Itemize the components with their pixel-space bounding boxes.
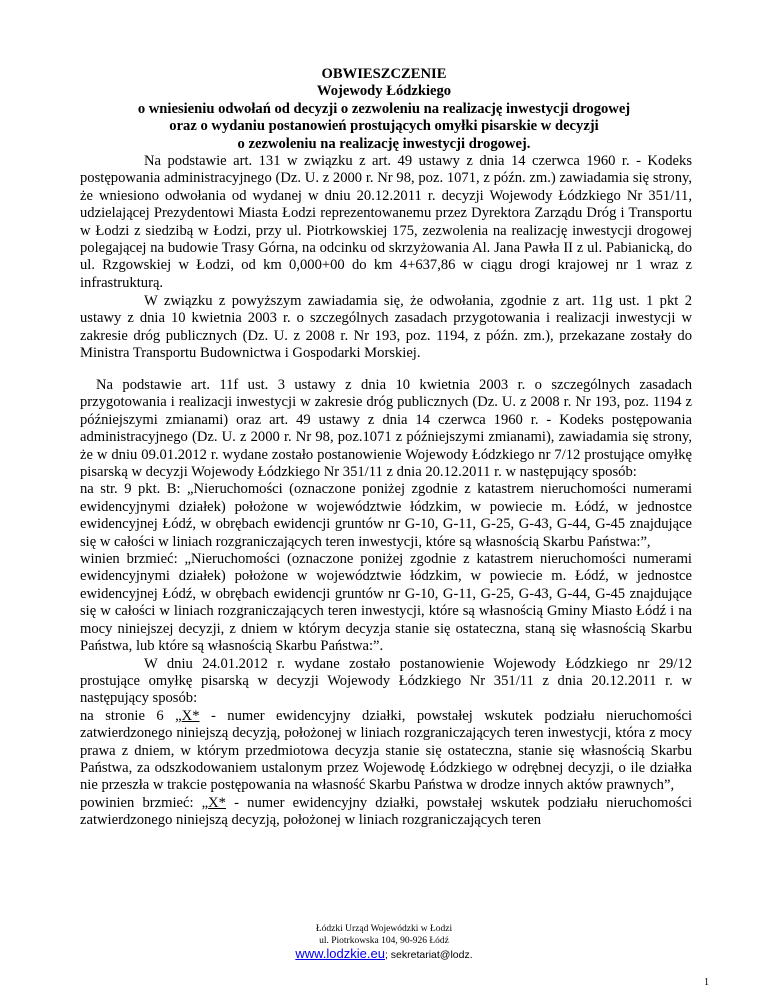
parcel-mark: X* [208,794,226,811]
header-title: OBWIESZCZENIE [321,66,447,82]
paragraph-correction-original: na str. 9 pkt. B: „Nieruchomości (oznaczone poniżej zgodnie z katastrem nieruchomości numerami ewidencyjnymi działek) położone w województwie łódzkim, w powiecie m. Łódź, w jednostce ewidencyjnej Łódź, w obrębach ewidencji gruntów nr G-10, G-11, G-25, G-43, G-44, G-45 znajdujące się w całości w liniach rozgraniczających teren inwestycji, które są własnością Skarbu Państwa:”, [80,481,692,550]
footer-email: ; sekretariat@lodz. [384,949,473,961]
text-rest: - numer ewidencyjny działki, powstałej wskutek podziału nieruchomości zatwierdzonego niniejszą decyzją, położonej w liniach rozgraniczających teren inwestycji, która z mocy prawa z dniem, w którym przedmiotowa decyzja stanie się ostateczna, stanie się własnością Skarbu Państwa, za odszkodowaniem ustalonym przez Wojewodę Łódzkiego w odrębnej decyzji, o ile działka nie przeszła w trakcie postępowania na własność Skarbu Państwa w drodze innych aktów prawnych”, [80,707,692,794]
paragraph-appeals-notice: Na podstawie art. 131 w związku z art. 49 ustawy z dnia 14 czerwca 1960 r. - Kodeks postępowania administracyjnego (Dz. U. z 2000 r. Nr 98, poz. 1071, z późn. zm.) zawiadamia się strony, że wniesiono odwołania od wydanej w dniu 20.12.2011 r. decyzji Wojewody Łódzkiego Nr 351/11, udzielającej Prezydentowi Miasta Łodzi reprezentowanemu przez Dyrektora Zarządu Dróg i Transportu w Łodzi z siedzibą w Łodzi, przy ul. Piotrkowskiej 175, zezwolenia na realizację inwestycji drogowej polegającej na budowie Trasy Górna, na odcinku od skrzyżowania Al. Jana Pawła II z ul. Pabianicką, do ul. Rzgowskiej w Łodzi, od km 0,000+00 do km 4+637,86 w ciągu drogi krajowej nr 1 wraz z infrastrukturą. [80,153,692,291]
page-number: 1 [704,977,709,988]
footer-contact [0,947,768,962]
paragraph-appeals-transfer: W związku z powyższym zawiadamia się, że odwołania, zgodnie z art. 11g ust. 1 pkt 2 ustawy z dnia 10 kwietnia 2003 r. o szczególnych zasadach przygotowania i realizacji inwestycji w zakresie dróg publicznych (Dz. U. z 2008 r. Nr 193, poz. 1194, z późn. zm.), przekazane zostały do Ministra Transportu Budownictwa i Gospodarki Morskiej. [80,293,692,362]
section-appeals [80,153,692,292]
header-subject-line-3: o zezwoleniu na realizację inwestycji drogowej. [237,135,531,152]
header-issuer: Wojewody Łódzkiego [316,83,452,100]
header-subject-line-1: o wniesieniu odwołań od decyzji o zezwoleniu na realizację inwestycji drogowej [137,100,631,117]
page-footer [0,924,768,962]
paragraph-second-correction: W dniu 24.01.2012 r. wydane zostało postanowienie Wojewody Łódzkiego nr 29/12 prostujące omyłkę pisarską w decyzji Wojewody Łódzkiego Nr 351/11 z dnia 20.12.2011 r. w następujący sposób: [80,655,692,707]
text-rest: - numer ewidencyjny działki, powstałej wskutek podziału nieruchomości zatwierdzonego niniejszą decyzją, położonej w liniach rozgraniczających teren [80,794,692,829]
paragraph-second-amended [80,795,692,830]
footer-office: Łódzki Urząd Wojewódzki w Łodzi [315,924,453,934]
header-subject-line-2: oraz o wydaniu postanowień prostujących omyłki pisarskie w decyzji [169,118,599,135]
section-corrections [80,377,692,830]
paragraph-correction-amended: winien brzmieć: „Nieruchomości (oznaczone poniżej zgodnie z katastrem nieruchomości numerami ewidencyjnymi działek) położone w województwie łódzkim, w powiecie m. Łódź, w jednostce ewidencyjnej Łódź, w obrębach ewidencji gruntów nr G-10, G-11, G-25, G-43, G-44, G-45 znajdujące się w całości w liniach rozgraniczających teren inwestycji, które są własnością Gminy Miasto Łódź i na mocy niniejszej decyzji, z dniem w którym decyzja stanie się ostateczna, staną się własnością Skarbu Państwa, lub które są własnością Skarbu Państwa:”. [80,551,692,655]
parcel-mark: X* [181,707,200,724]
footer-address: ul. Piotrkowska 104, 90-926 Łódź [319,935,449,946]
paragraph-correction-intro: Na podstawie art. 11f ust. 3 ustawy z dnia 10 kwietnia 2003 r. o szczególnych zasadach przygotowania i realizacji inwestycji w zakresie dróg publicznych (Dz. U. z 2008 r. Nr 193, poz. 1194 z późniejszymi zmianami) oraz art. 49 ustawy z dnia 14 czerwca 1960 r. - Kodeks postępowania administracyjnego (Dz. U. z 2000 r. Nr 98, poz.1071 z późniejszymi zmianami), zawiadamia się strony, że w dniu 09.01.2012 r. wydane zostało postanowienie Wojewody Łódzkiego nr 7/12 prostujące omyłkę pisarską w decyzji Wojewody Łódzkiego Nr 351/11 z dnia 20.12.2011 r. w następujący sposób: [80,377,692,481]
website-link[interactable]: www.lodzkie.eu [295,946,385,961]
section-transfer [80,293,692,363]
document-header [0,66,768,153]
paragraph-second-original [80,708,692,795]
text-prefix: powinien brzmieć: „ [80,794,209,811]
text-prefix: na stronie 6 „ [80,707,182,724]
